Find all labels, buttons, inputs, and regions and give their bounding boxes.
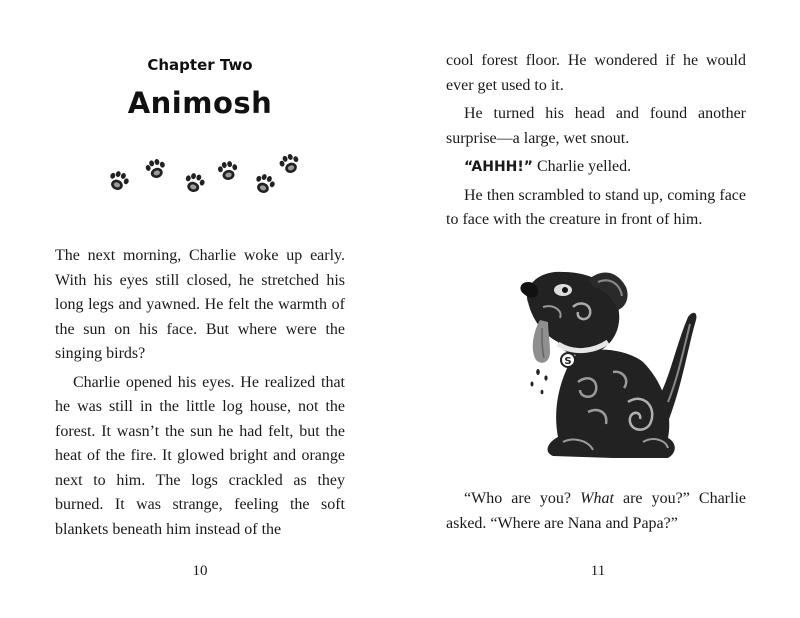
paragraph: He then scrambled to stand up, coming face to face with the creature in front of him. bbox=[446, 186, 746, 228]
page-number: 10 bbox=[192, 563, 208, 579]
dialogue-emphasis: What bbox=[580, 490, 614, 507]
svg-text:S: S bbox=[564, 356, 572, 367]
right-page bbox=[400, 0, 800, 618]
chapter-title: Animosh bbox=[127, 86, 273, 120]
paragraph bbox=[446, 155, 746, 180]
paw-prints-decoration bbox=[100, 152, 305, 197]
dialogue-part: are you?” Charlie asked. “Where are Nana and Papa?” bbox=[446, 490, 746, 532]
paragraph: The next morning, Charlie woke up early. With his eyes still closed, he stretched his long legs and yawned. He felt the warmth of the sun on his face. But where were the singing birds? bbox=[55, 247, 345, 362]
paw-print-icon bbox=[252, 172, 276, 196]
paw-print-icon bbox=[106, 169, 130, 193]
paragraph bbox=[446, 487, 746, 536]
paw-print-icon bbox=[217, 160, 239, 182]
right-body-text bbox=[446, 49, 746, 237]
paragraph: He turned his head and found another surprise—a large, wet snout. bbox=[446, 105, 746, 147]
page-number: 11 bbox=[590, 563, 606, 579]
paw-print-icon bbox=[278, 152, 302, 176]
paw-print-icon bbox=[144, 157, 167, 180]
chapter-label: Chapter Two bbox=[147, 56, 253, 74]
paragraph: cool forest floor. He wondered if he would ever get used to it. bbox=[446, 52, 746, 94]
left-body-text bbox=[55, 244, 345, 546]
paragraph: Charlie opened his eyes. He realized that he was still in the little log house, not the forest. It wasn’t the sun he had felt, but the heat of the fire. It glowed bright and orange next to him. The logs crackled as they burned. It was strange, feeling the soft blankets beneath him instead of the bbox=[55, 373, 345, 538]
dialogue-part: “Who are you? bbox=[464, 490, 581, 507]
paw-print-icon bbox=[183, 171, 206, 194]
dog-illustration bbox=[518, 262, 718, 467]
right-dialogue bbox=[446, 487, 746, 536]
shout-text: “AHHH!” bbox=[464, 159, 533, 175]
shout-rest-text: Charlie yelled. bbox=[532, 158, 632, 175]
